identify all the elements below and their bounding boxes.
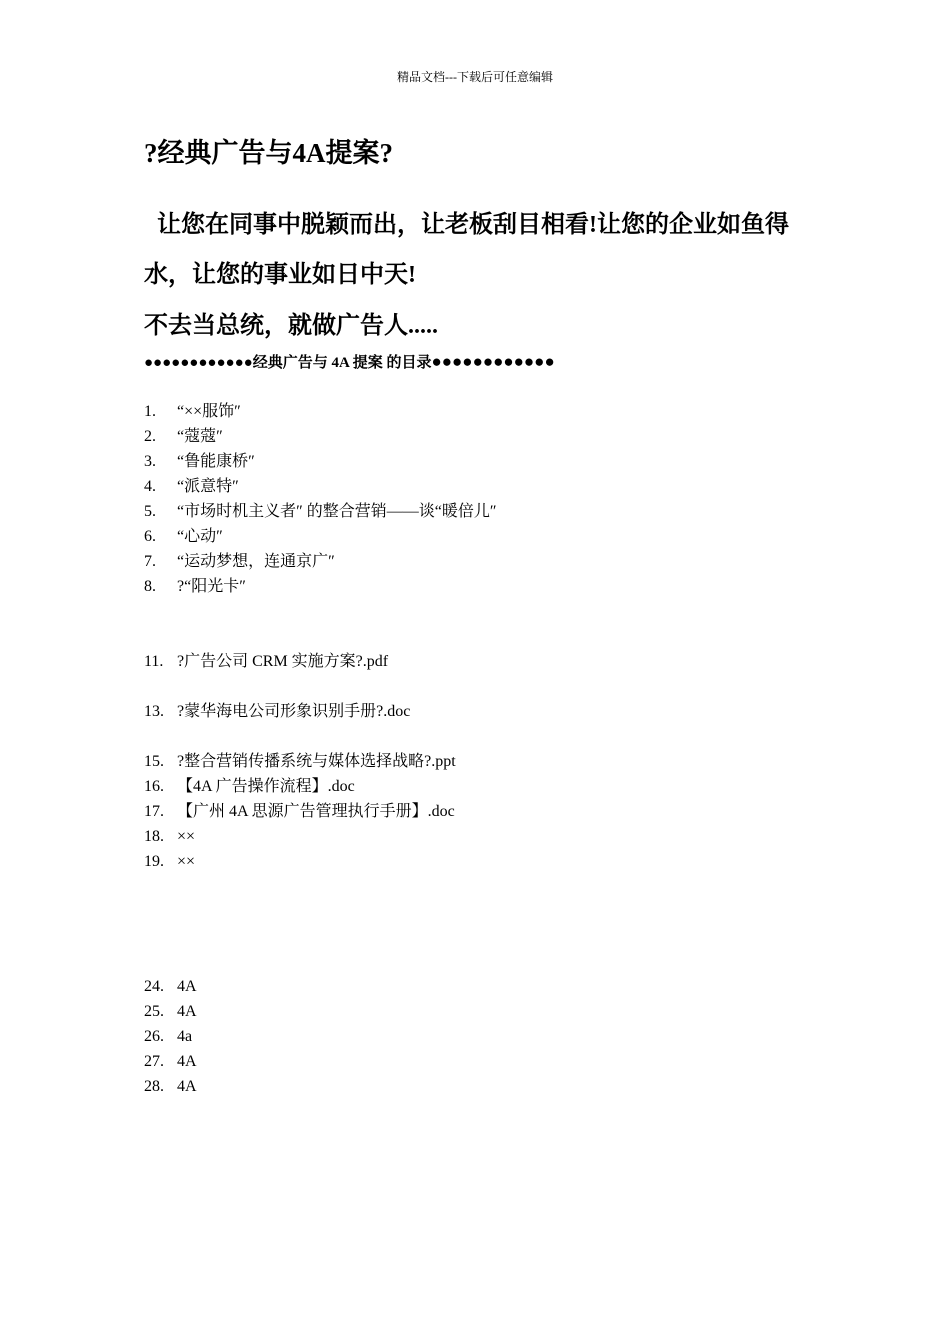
toc-item-number: 2. [144, 428, 156, 445]
toc-item-number: 13. [144, 703, 164, 720]
toc-item-text: “××服饰″ [177, 403, 241, 420]
toc-item [144, 999, 824, 1024]
toc-item-number: 11. [144, 653, 164, 670]
toc-item-number: 7. [144, 553, 156, 570]
toc-gap [144, 724, 824, 749]
toc-item-number: 8. [144, 578, 156, 595]
toc-item-text: “派意特″ [177, 478, 239, 495]
toc-item-text: “蔻蔻″ [177, 428, 223, 445]
toc-item-text: 4A [177, 1003, 197, 1020]
toc-heading-dots-right: ●●●●●●●●●●●● [431, 352, 555, 371]
toc-item [144, 1024, 824, 1049]
toc-item [144, 974, 824, 999]
toc-item-number: 25. [144, 1003, 164, 1020]
toc-item [144, 524, 824, 549]
toc-item-number: 4. [144, 478, 156, 495]
toc-item [144, 799, 824, 824]
toc-gap [144, 674, 824, 699]
toc-item-number: 5. [144, 503, 156, 520]
toc-item [144, 449, 824, 474]
toc-gap [144, 949, 824, 974]
toc-item-text: 4A [177, 1053, 197, 1070]
toc-gap [144, 899, 824, 924]
toc-item [144, 474, 824, 499]
toc-item [144, 1049, 824, 1074]
toc-item-number: 18. [144, 828, 164, 845]
toc-item [144, 749, 824, 774]
toc-item-text: “市场时机主义者″ 的整合营销——谈“暖倍儿″ [177, 503, 497, 520]
toc-item-text: 4A [177, 1078, 197, 1095]
toc-item [144, 574, 824, 599]
document-title: ?经典广告与4A提案? [144, 138, 393, 168]
toc-item [144, 549, 824, 574]
toc-item-number: 16. [144, 778, 164, 795]
toc-item-text: “鲁能康桥″ [177, 453, 255, 470]
toc-item-text: ×× [177, 828, 196, 845]
toc-item-number: 27. [144, 1053, 164, 1070]
toc-item-number: 3. [144, 453, 156, 470]
toc-item [144, 824, 824, 849]
toc-heading [144, 351, 555, 372]
toc-item-text: 4a [177, 1028, 193, 1045]
toc-item-text: ?整合营销传播系统与媒体选择战略?.ppt [177, 753, 456, 770]
toc-gap [144, 624, 824, 649]
toc-list [144, 399, 824, 1099]
toc-item-text: ?蒙华海电公司形象识别手册?.doc [177, 703, 411, 720]
toc-item-number: 1. [144, 403, 156, 420]
toc-item [144, 1074, 824, 1099]
slogan-paragraph: 让您在同事中脱颖而出，让老板刮目相看!让您的企业如鱼得水，让您的事业如日中天! [144, 212, 789, 288]
page-header: 精品文档---下载后可任意编辑 [397, 70, 553, 84]
toc-heading-text: 经典广告与 4A 提案 的目录 [252, 355, 432, 371]
toc-item-number: 15. [144, 753, 164, 770]
toc-item-number: 17. [144, 803, 164, 820]
toc-item [144, 399, 824, 424]
toc-item [144, 849, 824, 874]
toc-item-text: “心动″ [177, 528, 223, 545]
toc-item [144, 499, 824, 524]
toc-item [144, 774, 824, 799]
toc-item-text: 【4A 广告操作流程】.doc [177, 778, 355, 795]
toc-gap [144, 874, 824, 899]
toc-heading-dots-left: ●●●●●●●●●●●● [144, 355, 253, 371]
toc-item-number: 19. [144, 853, 164, 870]
toc-gap [144, 599, 824, 624]
toc-item-number: 24. [144, 978, 164, 995]
toc-gap [144, 924, 824, 949]
toc-item-text: ×× [177, 853, 196, 870]
tagline: 不去当总统，就做广告人..... [144, 313, 438, 339]
toc-item-text: “运动梦想，连通京广″ [177, 553, 335, 570]
toc-item-text: 4A [177, 978, 197, 995]
toc-item-text: ?广告公司 CRM 实施方案?.pdf [177, 653, 389, 670]
toc-item [144, 649, 824, 674]
toc-item-number: 6. [144, 528, 156, 545]
toc-item-text: 【广州 4A 思源广告管理执行手册】.doc [177, 803, 455, 820]
toc-item-number: 28. [144, 1078, 164, 1095]
toc-item-number: 26. [144, 1028, 164, 1045]
toc-item-text: ?“阳光卡″ [177, 578, 246, 595]
toc-item [144, 424, 824, 449]
toc-item [144, 699, 824, 724]
